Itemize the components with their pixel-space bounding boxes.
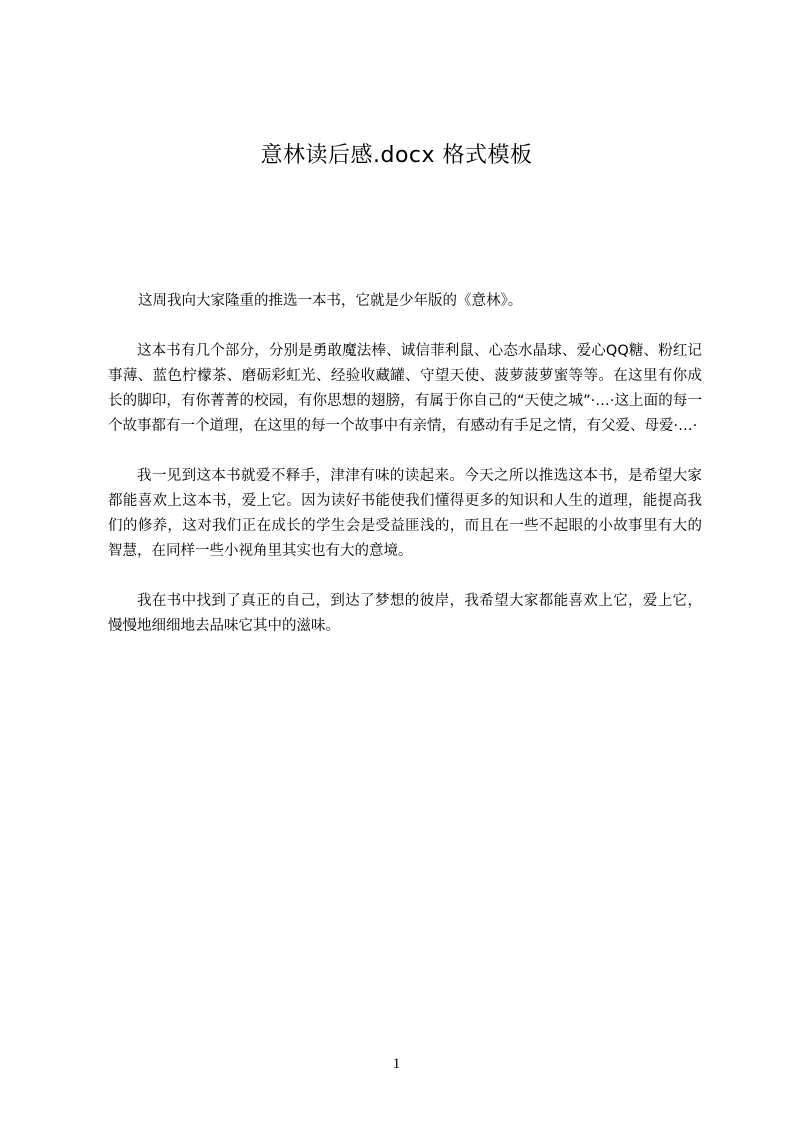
document-title: 意林读后感.docx 格式模板 — [260, 143, 533, 168]
paragraph-2: 这本书有几个部分，分别是勇敢魔法棒、诚信菲利鼠、心态水晶球、爱心QQ糖、粉红记事薄、蓝色柠檬茶、磨砺彩虹光、经验收藏罐、守望天使、菠萝菠萝蜜等等。在这里有你成长的脚印，有你菁菁的校园，有你思想的翅膀，有属于你自己的“天使之城”·…·这上面的每一个故事都有一个道理，在这里的每一个故事中有亲情，有感动有手足之情，有父爱、母爱·…· — [108, 343, 702, 434]
paragraph-1: 这周我向大家隆重的推选一本书，它就是少年版的《意林》。 — [138, 293, 523, 309]
page-number: 1 — [392, 1056, 401, 1072]
document-body — [108, 289, 702, 664]
paragraph-4: 我在书中找到了真正的自己，到达了梦想的彼岸，我希望大家都能喜欢上它，爱上它，慢慢地细细地去品味它其中的滋味。 — [108, 593, 702, 634]
paragraph-3: 我一见到这本书就爱不释手，津津有味的读起来。今天之所以推选这本书，是希望大家都能喜欢上这本书，爱上它。因为读好书能使我们懂得更多的知识和人生的道理，能提高我们的修养，这对我们正在成长的学生会是受益匪浅的，而且在一些不起眼的小故事里有大的智慧，在同样一些小视角里其实也有大的意境。 — [108, 468, 702, 559]
